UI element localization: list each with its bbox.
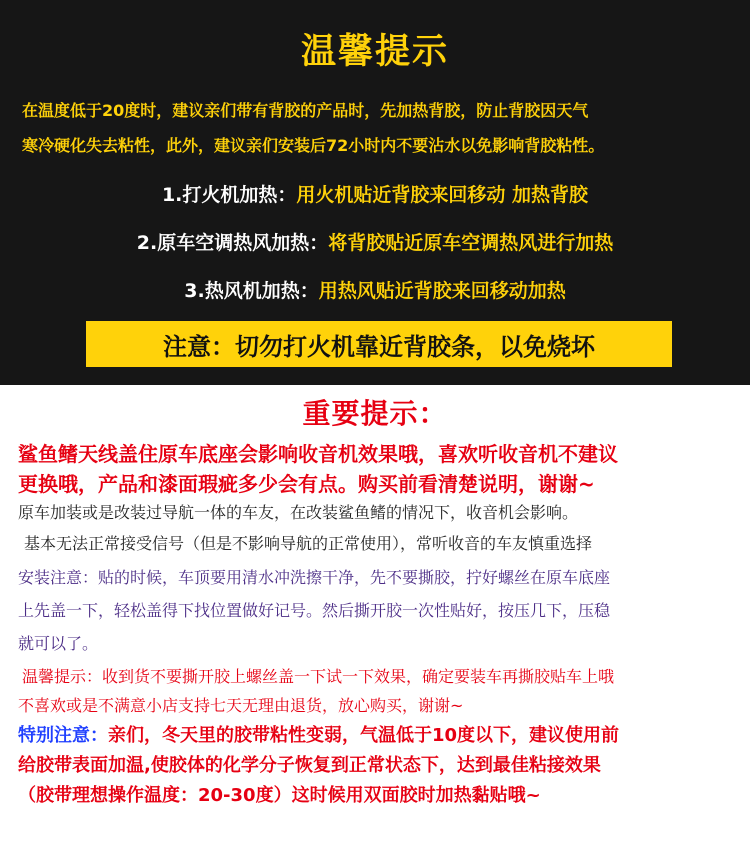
special-note-line-3: （胶带理想操作温度：20-30度）这时候用双面胶时加热黏贴哦~ [18, 785, 541, 806]
special-note-line-1 [18, 721, 732, 747]
special-note-label: 特别注意： [18, 725, 108, 746]
important-tips-title: 重要提示： [302, 397, 448, 430]
special-note-line-2: 给胶带表面加温,使胶体的化学分子恢复到正常状态下，达到最佳粘接效果 [18, 755, 601, 776]
install-note-line-1: 安装注意：贴的时候，车顶要用清水冲洗擦干净，先不要撕胶，拧好螺丝在原车底座 [18, 568, 611, 587]
method-3-label: 3.热风机加热： [184, 280, 319, 302]
important-line-2: 更换哦，产品和漆面瑕疵多少会有点。购买前看清楚说明，谢谢~ [18, 472, 595, 496]
method-2 [0, 228, 750, 255]
method-2-label: 2.原车空调热风加热： [136, 232, 329, 254]
method-3 [0, 276, 750, 303]
important-line-1: 鲨鱼鳍天线盖住原车底座会影响收音机效果哦，喜欢听收音机不建议 [18, 442, 618, 466]
install-note-line-2: 上先盖一下，轻松盖得下找位置做好记号。然后撕开胶一次性贴好，按压几下，压稳 [18, 601, 611, 620]
method-1 [0, 180, 750, 207]
warm-tips-title: 温馨提示 [300, 32, 449, 72]
warning-notice-banner: 注意：切勿打火机靠近背胶条，以免烧坏 [86, 321, 672, 367]
warm-tips-panel [0, 0, 750, 385]
method-3-text: 用热风贴近背胶来回移动加热 [318, 280, 566, 302]
warm-tips-paragraph-line-2: 寒冷硬化失去粘性，此外，建议亲们安装后72小时内不要沾水以免影响背胶粘性。 [22, 136, 605, 155]
important-line-4: 基本无法正常接受信号（但是不影响导航的正常使用），常听收音的车友慎重选择 [24, 534, 593, 553]
method-2-text: 将背胶贴近原车空调热风进行加热 [328, 232, 614, 254]
special-note-text-1: 亲们，冬天里的胶带粘性变弱，气温低于10度以下，建议使用前 [108, 725, 620, 746]
method-1-label: 1.打火机加热： [161, 184, 297, 206]
important-line-3: 原车加装或是改装过导航一体的车友，在改装鲨鱼鳍的情况下，收音机会影响。 [18, 503, 579, 522]
install-note-line-3: 就可以了。 [18, 634, 99, 653]
warm-tips-paragraph-line-1: 在温度低于20度时，建议亲们带有背胶的产品时，先加热背胶，防止背胶因天气 [22, 101, 589, 120]
warm-tip-line-1: 温馨提示：收到货不要撕开胶上螺丝盖一下试一下效果，确定要装车再撕胶贴车上哦 [22, 667, 615, 686]
method-1-text: 用火机贴近背胶来回移动 加热背胶 [296, 184, 589, 206]
warm-tip-line-2: 不喜欢或是不满意小店支持七天无理由退货，放心购买，谢谢~ [18, 696, 464, 715]
